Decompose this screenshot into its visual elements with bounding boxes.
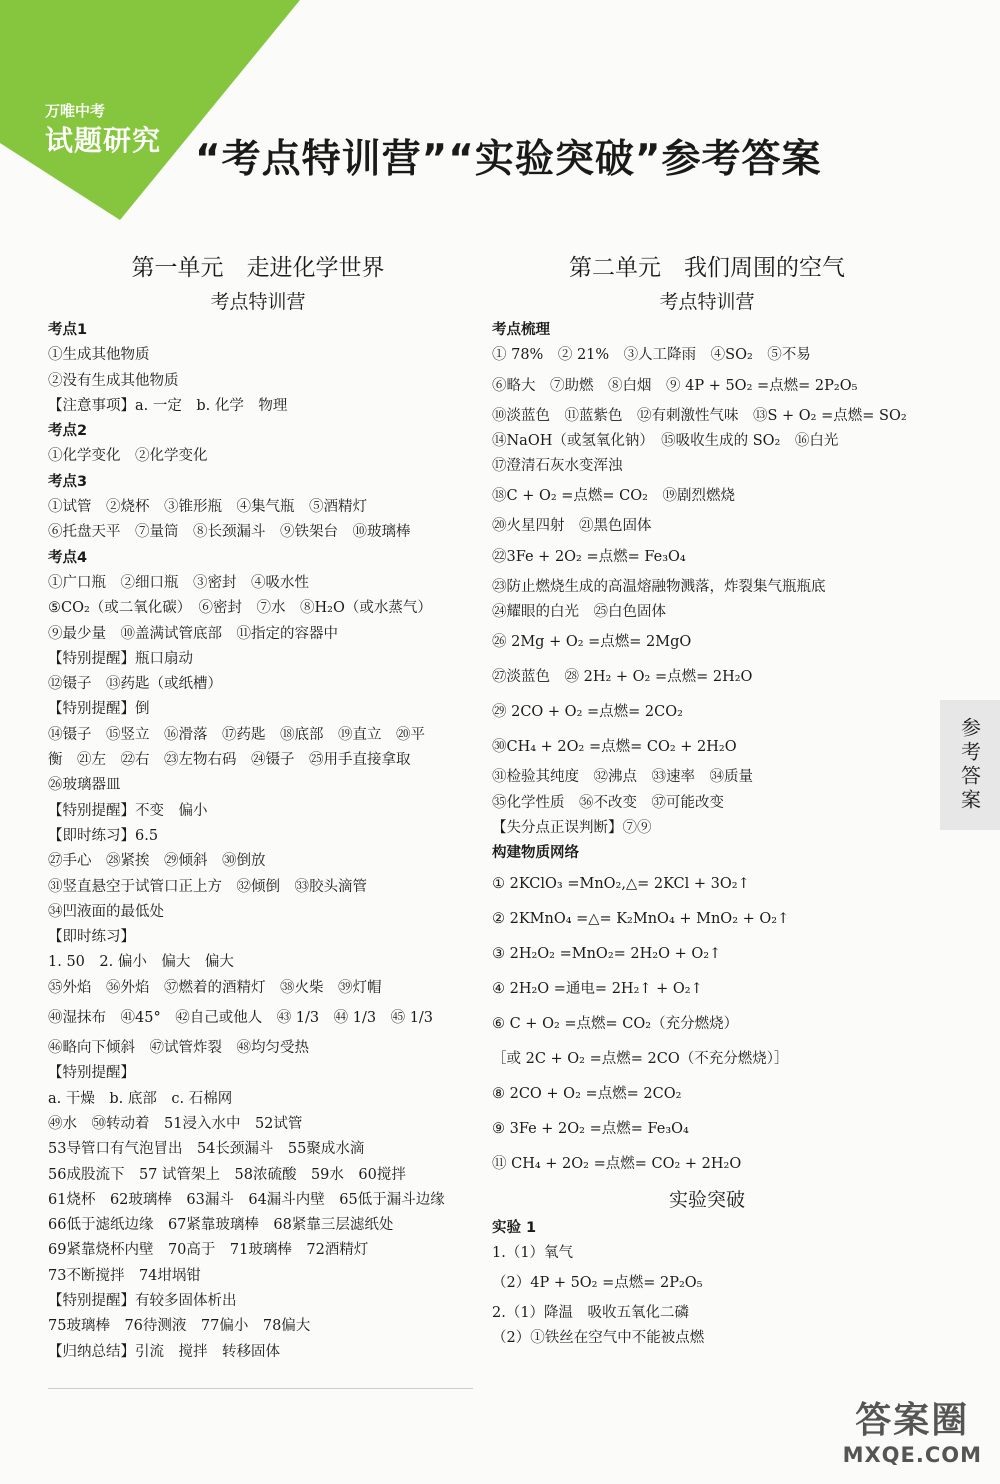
answer-line: ⑧ 2CO + O₂ =点燃= 2CO₂ [492,1085,682,1102]
answer-line: a. 干燥 b. 底部 c. 石棉网 [48,1090,233,1107]
logo [45,100,161,159]
answer-line: ㉒3Fe + 2O₂ =点燃= Fe₃O₄ [492,548,686,565]
answer-line: ㊻略向下倾斜 ㊼试管炸裂 ㊽均匀受热 [48,1040,309,1057]
watermark-logo: 答案圈 [855,1400,970,1441]
heading-line: 考点4 [48,549,88,566]
heading-line: 考点梳理 [492,322,550,338]
answer-line: ①生成其他物质 [48,347,150,364]
answer-line: 66低于滤纸边缘 67紧靠玻璃棒 68紧靠三层滤纸处 [48,1217,394,1234]
answer-line: ①化学变化 ②化学变化 [48,448,208,465]
answer-line: ㉗手心 ㉘紧挨 ㉙倾斜 ㉚倒放 [48,853,266,870]
answer-line: ㉙ 2CO + O₂ =点燃= 2CO₂ [492,704,683,721]
answer-line: ②没有生成其他物质 [48,372,179,389]
answer-line: 53导管口有气泡冒出 54长颈漏斗 55聚成水滴 [48,1141,365,1158]
answer-line: ⑥ C + O₂ =点燃= CO₂（充分燃烧） [492,1015,739,1032]
answer-line: ①广口瓶 ②细口瓶 ③密封 ④吸水性 [48,574,309,591]
watermark-url: MXQE.COM [842,1443,982,1467]
answer-line: 【特别提醒】瓶口扇动 [48,650,193,667]
unit-title-1: 第一单元 走进化学世界 [131,255,385,281]
answer-line: ㉟外焰 ㊱外焰 ㊲燃着的酒精灯 ㊳火柴 ㊴灯帽 [48,979,382,996]
heading-line: 实验 1 [492,1219,537,1236]
answer-line: 【注意事项】a. 一定 b. 化学 物理 [48,397,288,414]
answer-line: ㉔耀眼的白光 ㉕白色固体 [492,604,666,621]
answer-line: ⑨最少量 ⑩盖满试管底部 ⑪指定的容器中 [48,625,338,642]
answer-line: ⑪ CH₄ + 2O₂ =点燃= CO₂ + 2H₂O [492,1155,742,1172]
right-column [492,250,922,1352]
answer-line: ㉓防止燃烧生成的高温熔融物溅落，炸裂集气瓶瓶底 [492,578,826,595]
answer-line: ⑫镊子 ⑬药匙（或纸槽） [48,676,222,693]
answer-list-experiment [492,1216,922,1352]
answer-line: 【即时练习】 [48,929,135,946]
heading-line: 考点1 [48,322,88,338]
answer-line: ① 2KClO₃ =MnO₂,△= 2KCl + 3O₂↑ [492,875,750,892]
section-title-right: 考点特训营 [659,291,755,313]
logo-top-text: 万唯中考 [45,102,106,120]
answer-line: ⑭镊子 ⑮竖立 ⑯滑落 ⑰药匙 ⑱底部 ⑲直立 ⑳平 [48,726,425,743]
answer-list-left [48,318,468,1365]
answer-line: 2.（1）降温 吸收五氧化二磷 [492,1305,690,1322]
heading-line: 考点2 [48,423,88,440]
answer-line: （2）4P + 5O₂ =点燃= 2P₂O₅ [492,1275,703,1292]
answer-line: ⑨ 3Fe + 2O₂ =点燃= Fe₃O₄ [492,1120,689,1137]
answer-line: 【即时练习】6.5 [48,827,159,844]
answer-line: ㉖ 2Mg + O₂ =点燃= 2MgO [492,634,692,651]
answer-line: 73不断搅拌 74坩埚钳 [48,1267,201,1284]
answer-line: ㉗淡蓝色 ㉘ 2H₂ + O₂ =点燃= 2H₂O [492,669,753,686]
answer-line: 56成股流下 57 试管架上 58浓硫酸 59水 60搅拌 [48,1166,406,1183]
answer-line: ⑤CO₂（或二氧化碳） ⑥密封 ⑦水 ⑧H₂O（或水蒸气） [48,600,432,617]
answer-line: ① 78% ② 21% ③人工降雨 ④SO₂ ⑤不易 [492,347,811,364]
section-title-left: 考点特训营 [210,291,306,313]
answer-line: 1. 50 2. 偏小 偏大 偏大 [48,954,234,971]
answer-line: 1.（1）氧气 [492,1244,574,1261]
answer-line: ㉛竖直悬空于试管口正上方 ㉜倾倒 ㉝胶头滴管 [48,878,367,895]
answer-line: ⑰澄清石灰水变浑浊 [492,458,623,475]
answer-list-right [492,318,922,1182]
side-tab [940,700,1000,830]
answer-line: ④ 2H₂O =通电= 2H₂↑ + O₂↑ [492,980,703,997]
answer-line: 衡 ㉑左 ㉒右 ㉓左物右码 ㉔镊子 ㉕用手直接拿取 [48,752,411,769]
answer-line: 【特别提醒】 [48,1065,135,1082]
answer-line: ⑥略大 ⑦助燃 ⑧白烟 ⑨ 4P + 5O₂ =点燃= 2P₂O₅ [492,377,858,394]
heading-line: 构建物质网络 [492,845,579,862]
answer-line: ㉖玻璃器皿 [48,777,121,794]
page-title: “考点特训营”“实验突破”参考答案 [195,137,822,182]
side-tab-label: 参考答案 [957,717,982,813]
answer-line: ⑥托盘天平 ⑦量筒 ⑧长颈漏斗 ⑨铁架台 ⑩玻璃棒 [48,524,411,541]
answer-line: ①试管 ②烧杯 ③锥形瓶 ④集气瓶 ⑤酒精灯 [48,499,367,516]
answer-line: ② 2KMnO₄ =△= K₂MnO₄ + MnO₂ + O₂↑ [492,910,790,927]
answer-line: ㉛检验其纯度 ㉜沸点 ㉝速率 ㉞质量 [492,769,753,786]
section-title-experiment: 实验突破 [668,1188,745,1211]
heading-line: 考点3 [48,473,88,490]
answer-line: ㊵湿抹布 ㊶45° ㊷自己或他人 ㊸ 1/3 ㊹ 1/3 ㊺ 1/3 [48,1010,434,1027]
answer-line: ［或 2C + O₂ =点燃= 2CO（不充分燃烧）］ [492,1050,789,1067]
answer-line: 【归纳总结】引流 搅拌 转移固体 [48,1343,280,1360]
answer-line: ⑱C + O₂ =点燃= CO₂ ⑲剧烈燃烧 [492,488,735,505]
answer-line: 【失分点正误判断】⑦⑨ [492,819,652,836]
answer-line: 【特别提醒】倒 [48,701,150,718]
answer-line: 69紧靠烧杯内壁 70高于 71玻璃棒 72酒精灯 [48,1242,369,1259]
unit-title-2: 第二单元 我们周围的空气 [569,255,845,281]
answer-line: ⑭NaOH（或氢氧化钠） ⑮吸收生成的 SO₂ ⑯白光 [492,432,839,449]
answer-line: ㉚CH₄ + 2O₂ =点燃= CO₂ + 2H₂O [492,739,737,756]
answer-line: ③ 2H₂O₂ =MnO₂= 2H₂O + O₂↑ [492,945,722,962]
answer-line: ㊾水 ㊿转动着 51浸入水中 52试管 [48,1115,303,1132]
logo-main-text: 试题研究 [45,124,162,157]
watermark [843,1392,982,1467]
left-column [48,250,468,1365]
answer-line: 【特别提醒】不变 偏小 [48,802,208,819]
bottom-rule [48,1388,473,1389]
answer-line: 61烧杯 62玻璃棒 63漏斗 64漏斗内壁 65低于漏斗边缘 [48,1191,445,1208]
answer-line: ⑩淡蓝色 ⑪蓝紫色 ⑫有刺激性气味 ⑬S + O₂ =点燃= SO₂ [492,407,907,424]
answer-line: ⑳火星四射 ㉑黑色固体 [492,518,652,535]
answer-line: ㉞凹液面的最低处 [48,903,164,920]
answer-line: 75玻璃棒 76待测液 77偏小 78偏大 [48,1318,311,1335]
answer-line: 【特别提醒】有较多固体析出 [48,1292,237,1309]
answer-line: （2）①铁丝在空气中不能被点燃 [492,1330,705,1347]
answer-line: ㉟化学性质 ㊱不改变 ㊲可能改变 [492,794,724,811]
